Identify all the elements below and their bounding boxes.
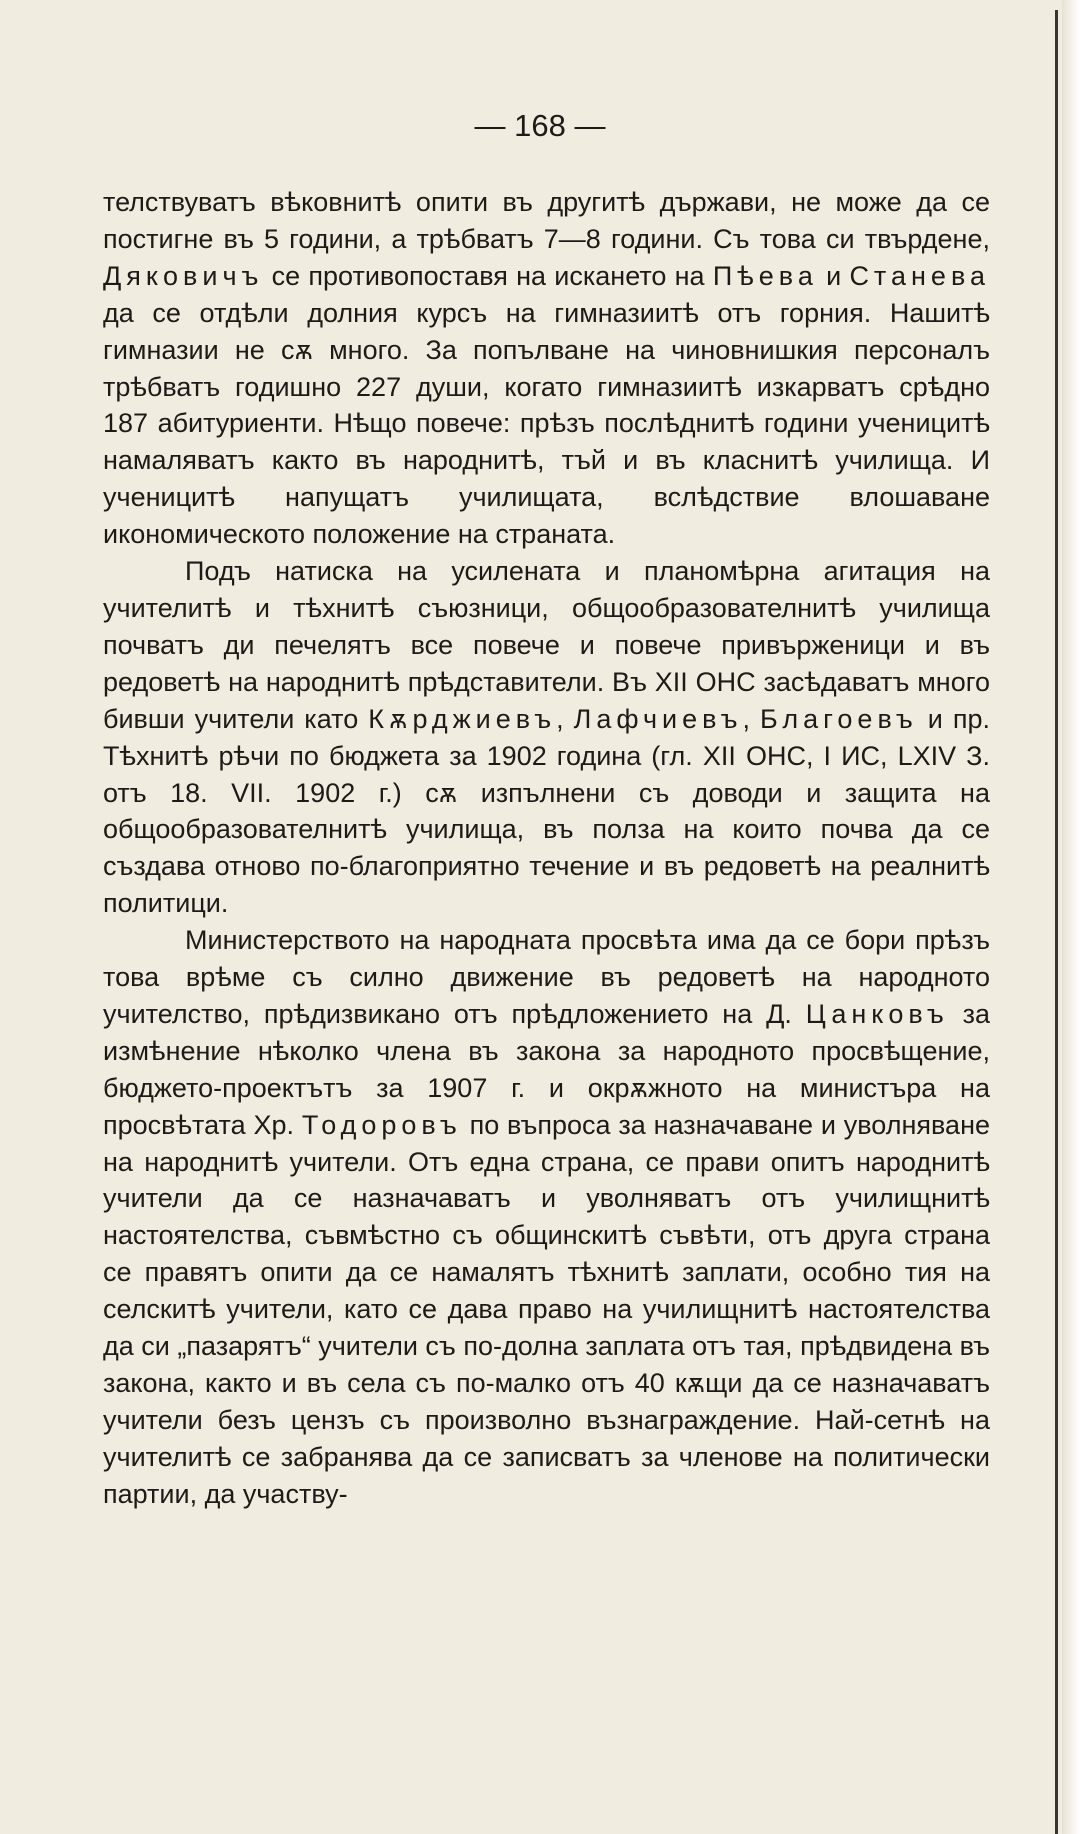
- page-edge: [1062, 0, 1080, 1834]
- body-text: [103, 184, 990, 1513]
- paragraph-1: [103, 184, 990, 553]
- text-segment: за измѣнение нѣколко члена въ закона за народното просвѣщение, бюджето-проектътъ за 1907 г. и окрѫжното на министъра на просвѣтата Хр.: [103, 998, 991, 1140]
- person-name-blagoev: Благоевъ: [759, 703, 918, 734]
- text-segment: да се отдѣли долния курсъ на гимназиитѣ отъ горния. Нашитѣ гимназии не сѫ много. За попълване на чиновнишкия персоналъ трѣбватъ годишно 227 души, когато гимназиитѣ изкарватъ срѣдно 187 абитуриенти. Нѣщо повече: прѣзъ послѣднитѣ години ученицитѣ намаляватъ както въ народнитѣ, тъй и въ класнитѣ училища. И ученицитѣ напущатъ училищата, вслѣдствие влошаване икономическото положение на страната.: [103, 297, 990, 550]
- text-segment: и: [817, 260, 850, 291]
- page-number: — 168 —: [474, 108, 606, 143]
- text-segment: ,: [742, 703, 760, 734]
- person-name-kardzhiev: Кѫрджиевъ: [368, 703, 557, 734]
- person-name-dyakovich: Дяковичъ: [103, 260, 264, 291]
- text-segment: Министерството на народната просвѣта има да се бори прѣзъ това врѣме съ силно движение въ редоветѣ на народното учителство, прѣдизвикано отъ прѣдложението на Д.: [103, 925, 990, 1029]
- paragraph-2: [103, 553, 990, 922]
- person-name-lafchiev: Лафчиевъ: [573, 703, 743, 734]
- text-segment: по въпроса за назначаване и уволняване на народнитѣ учители. Отъ една страна, се прави опитъ народнитѣ учители да се назначаватъ и уволняватъ отъ училищнитѣ настоятелства, съвмѣстно съ общинскитѣ съвѣти, отъ друга страна се правятъ опити да се намалятъ тѣхнитѣ заплати, особно тия на селскитѣ учители, като се дава право на училищнитѣ настоятелства да си „пазарятъ“ учители съ по-долна заплата отъ тая, прѣдвидена въ закона, както и въ села съ по-малко отъ 40 кѫщи да се назначаватъ учители безъ цензъ съ произволно възнаграждение. Най-сетнѣ на учителитѣ се забранява да се записватъ за членове на политически партии, да участву-: [103, 1109, 991, 1509]
- person-name-todorov: Тодоровъ: [301, 1109, 462, 1140]
- person-name-tsankov: Цанковъ: [805, 998, 949, 1029]
- paragraph-3: [103, 922, 990, 1513]
- text-segment: и пр. Тѣхнитѣ рѣчи по бюджета за 1902 година (гл. XII ОНС, I ИС, LXIV З. отъ 18. VII. 1902 г.) сѫ изпълнени съ доводи и защита на общообразователнитѣ училища, въ полза на които почва да се създава отново по-благоприятно течение и въ редоветѣ на реалнитѣ политици.: [103, 703, 990, 919]
- text-segment: ,: [556, 703, 574, 734]
- person-name-peev: Пѣева: [712, 260, 818, 291]
- text-segment: телствуватъ вѣковнитѣ опити въ другитѣ държави, не може да се постигне въ 5 години, а трѣбватъ 7—8 години. Съ това си твърдене,: [103, 187, 990, 254]
- text-segment: се противопоставя на искането на: [263, 260, 713, 291]
- text-segment: Подъ натиска на усилената и планомѣрна агитация на учителитѣ и тѣхнитѣ съюзници, общообразователнитѣ училища почватъ ди печелятъ все повече и повече привърженици и въ редоветѣ на народнитѣ прѣдставители. Въ XII ОНС засѣдаватъ много бивши учители като: [103, 556, 990, 734]
- person-name-stanev: Станева: [849, 260, 990, 291]
